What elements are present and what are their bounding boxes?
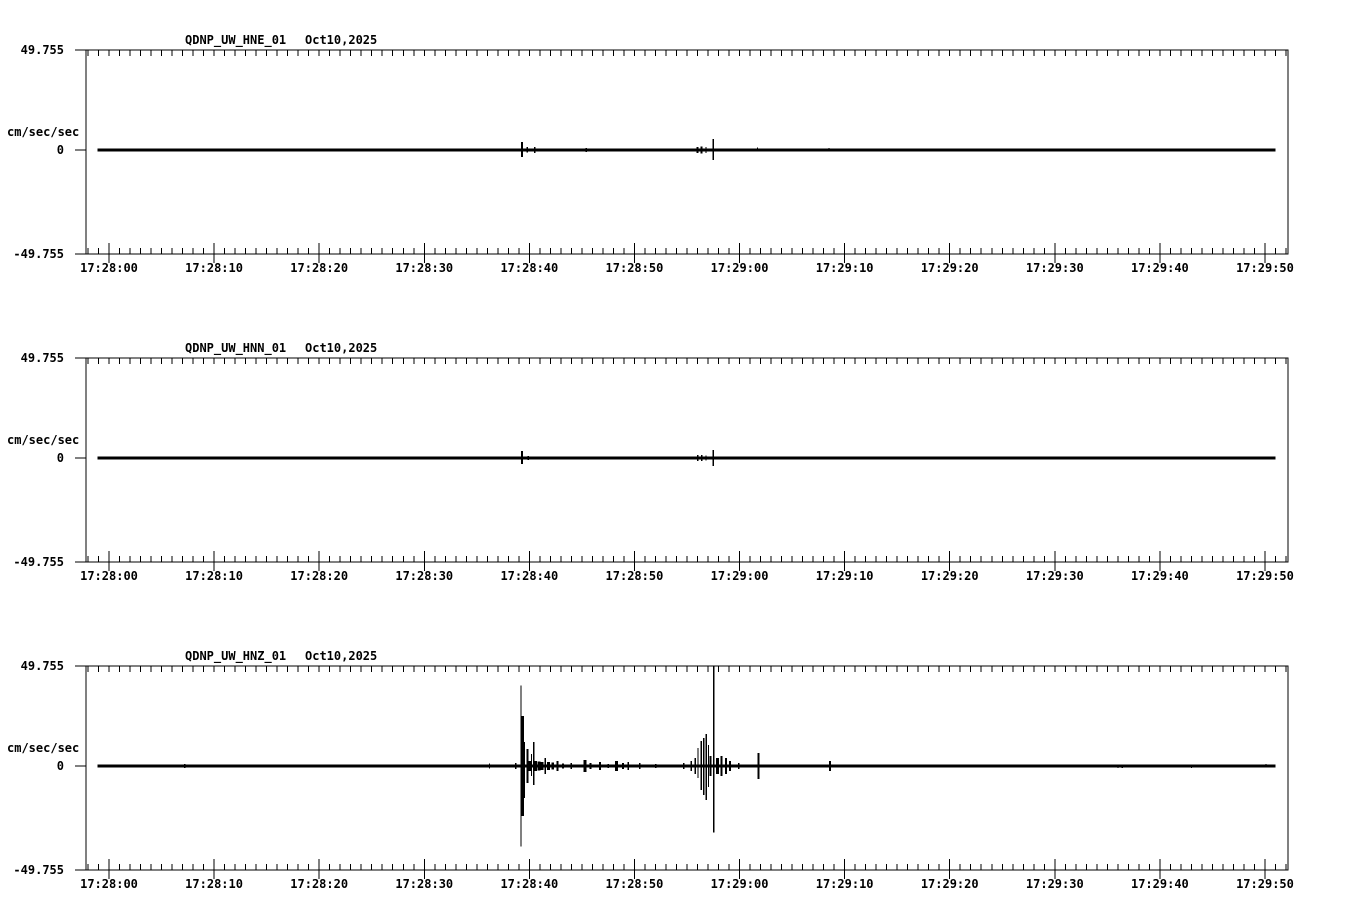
y-axis-units-label: cm/sec/sec: [7, 125, 80, 139]
x-tick-label: 17:29:50: [1236, 261, 1294, 275]
x-tick-label: 17:28:00: [80, 569, 138, 583]
y-axis-units-label: cm/sec/sec: [7, 433, 80, 447]
y-axis-zero-label: 0: [56, 143, 64, 157]
y-axis-zero-label: 0: [56, 759, 64, 773]
x-tick-label: 17:29:00: [710, 569, 769, 583]
channel-title: QDNP_UW_HNE_01: [185, 33, 287, 47]
seismogram-panel-hnn: [0, 308, 1358, 616]
seismogram-panel-hne: [0, 0, 1358, 308]
y-axis-zero-label: 0: [56, 451, 64, 465]
y-axis-min-label: -49.755: [13, 555, 64, 569]
x-tick-label: 17:28:30: [395, 261, 454, 275]
x-tick-label: 17:28:20: [290, 261, 349, 275]
x-tick-label: 17:28:00: [80, 877, 138, 891]
x-tick-label: 17:29:20: [920, 261, 979, 275]
x-axis-labels: [0, 262, 1358, 278]
x-tick-label: 17:29:30: [1025, 877, 1084, 891]
seismogram-panel-hnz: [0, 616, 1358, 924]
y-axis-max-label: 49.755: [20, 43, 64, 57]
x-tick-label: 17:29:40: [1130, 877, 1189, 891]
x-tick-label: 17:28:30: [395, 569, 454, 583]
y-axis-units-label: cm/sec/sec: [7, 741, 80, 755]
x-tick-label: 17:29:30: [1025, 569, 1084, 583]
panel-date: Oct10,2025: [305, 341, 378, 355]
x-tick-label: 17:28:10: [185, 569, 243, 583]
x-tick-label: 17:28:40: [500, 877, 559, 891]
x-axis-labels: [0, 878, 1358, 894]
x-tick-label: 17:28:20: [290, 569, 349, 583]
panel-header: [0, 342, 1358, 356]
x-tick-label: 17:28:50: [605, 569, 664, 583]
x-tick-label: 17:29:10: [815, 569, 874, 583]
channel-title: QDNP_UW_HNZ_01: [185, 649, 287, 663]
y-axis-max-label: 49.755: [20, 659, 64, 673]
x-tick-label: 17:29:10: [815, 877, 874, 891]
y-axis-min-label: -49.755: [13, 247, 64, 261]
x-axis-labels: [0, 570, 1358, 586]
x-tick-label: 17:29:50: [1236, 569, 1294, 583]
x-tick-label: 17:29:40: [1130, 569, 1189, 583]
x-tick-label: 17:28:40: [500, 261, 559, 275]
x-tick-label: 17:28:40: [500, 569, 559, 583]
channel-title: QDNP_UW_HNN_01: [185, 341, 287, 355]
x-tick-label: 17:28:20: [290, 877, 349, 891]
x-tick-label: 17:29:00: [710, 261, 769, 275]
panel-date: Oct10,2025: [305, 649, 378, 663]
x-tick-label: 17:29:20: [920, 569, 979, 583]
x-tick-label: 17:28:30: [395, 877, 454, 891]
x-tick-label: 17:28:50: [605, 261, 664, 275]
x-tick-label: 17:29:20: [920, 877, 979, 891]
x-tick-label: 17:29:40: [1130, 261, 1189, 275]
x-tick-label: 17:29:50: [1236, 877, 1294, 891]
y-axis-max-label: 49.755: [20, 351, 64, 365]
x-tick-label: 17:29:10: [815, 261, 874, 275]
panel-header: [0, 34, 1358, 48]
x-tick-label: 17:29:00: [710, 877, 769, 891]
x-tick-label: 17:28:00: [80, 261, 138, 275]
panel-date: Oct10,2025: [305, 33, 378, 47]
x-tick-label: 17:29:30: [1025, 261, 1084, 275]
x-tick-label: 17:28:50: [605, 877, 664, 891]
x-tick-label: 17:28:10: [185, 877, 243, 891]
panel-header: [0, 650, 1358, 664]
x-tick-label: 17:28:10: [185, 261, 243, 275]
y-axis-min-label: -49.755: [13, 863, 64, 877]
